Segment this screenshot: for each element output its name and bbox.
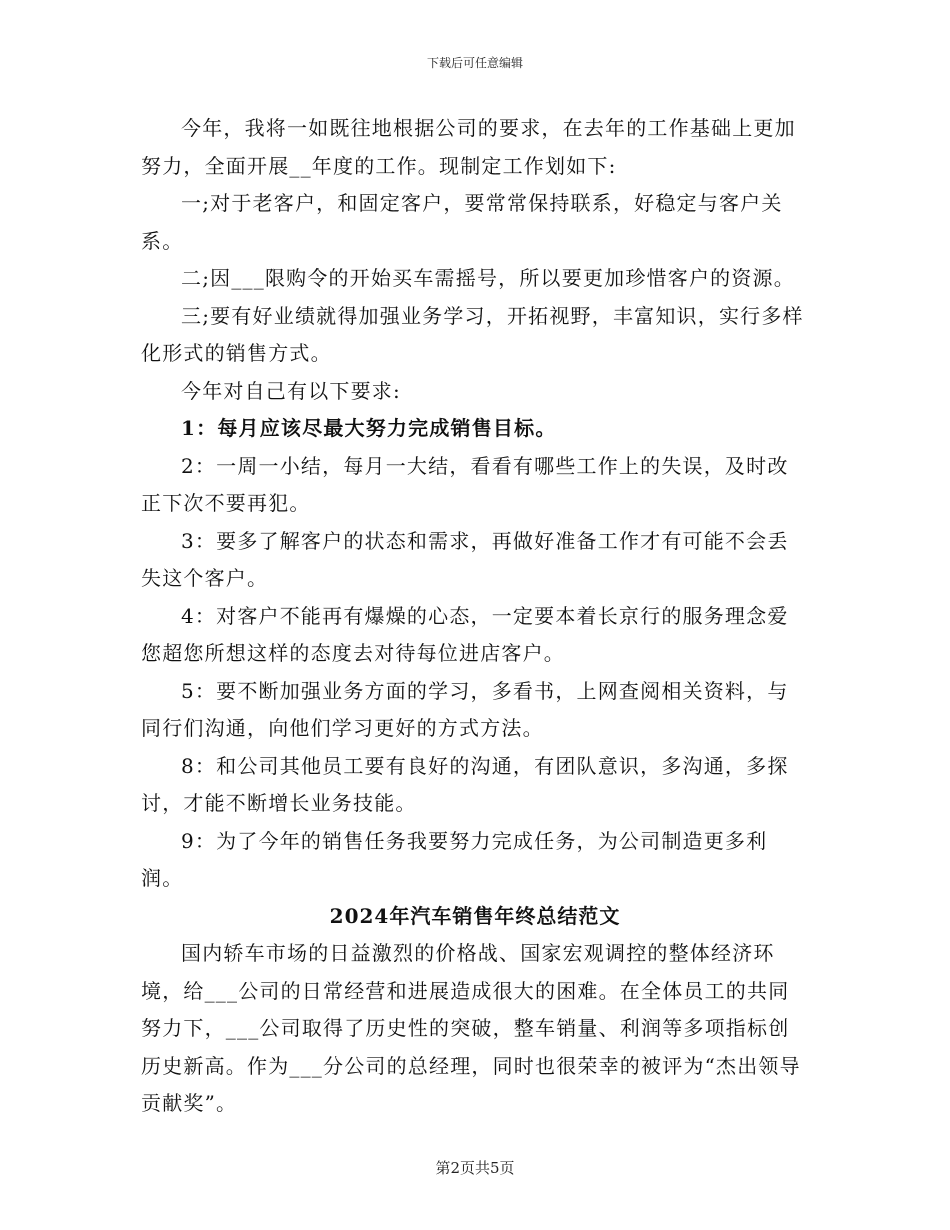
requirement-9: 9：为了今年的销售任务我要努力完成任务，为公司制造更多利润。 <box>141 828 768 890</box>
document-body <box>141 110 809 1123</box>
page-footer: 第2页共5页 <box>435 1159 515 1177</box>
requirement-5: 5：要不断加强业务方面的学习，多看书，上网查阅相关资料，与同行们沟通，向他们学习更好的方式方法。 <box>141 678 789 740</box>
requirement-4: 4：对客户不能再有爆燥的心态，一定要本着长京行的服务理念爱您超您所想这样的态度去对待每位进店客户。 <box>141 603 789 665</box>
paragraph-item-2: 二;因___限购令的开始买车需摇号，所以要更加珍惜客户的资源。 <box>181 266 795 290</box>
requirement-8: 8：和公司其他员工要有良好的沟通，有团队意识，多沟通，多探讨，才能不断增长业务技能。 <box>141 753 789 815</box>
requirement-1: 1：每月应该尽最大努力完成销售目标。 <box>181 416 557 440</box>
requirement-3: 3：要多了解客户的状态和需求，再做好准备工作才有可能不会丢失这个客户。 <box>141 528 789 590</box>
paragraph-intro: 今年，我将一如既往地根据公司的要求，在去年的工作基础上更加努力，全面开展__年度的工作。现制定工作划如下: <box>141 116 796 178</box>
requirement-2: 2：一周一小结，每月一大结，看看有哪些工作上的失误，及时改正下次不要再犯。 <box>141 453 789 515</box>
paragraph-requirements-intro: 今年对自己有以下要求: <box>181 378 401 403</box>
section-title: 2024年汽车销售年终总结范文 <box>329 903 621 928</box>
paragraph-item-1: 一;对于老客户，和固定客户，要常常保持联系，好稳定与客户关系。 <box>141 191 783 253</box>
page-header: 下载后可任意编辑 <box>426 56 523 70</box>
paragraph-item-3: 三;要有好业绩就得加强业务学习，开拓视野，丰富知识，实行多样化形式的销售方式。 <box>141 303 804 365</box>
section-paragraph: 国内轿车市场的日益激烈的价格战、国家宏观调控的整体经济环境，给___公司的日常经营和进展造成很大的困难。在全体员工的共同努力下，___公司取得了历史性的突破，整车销量、利润等多项指标创历史新高。作为___分公司的总经理，同时也很荣幸的被评为“杰出领导贡献奖”。 <box>141 941 801 1115</box>
